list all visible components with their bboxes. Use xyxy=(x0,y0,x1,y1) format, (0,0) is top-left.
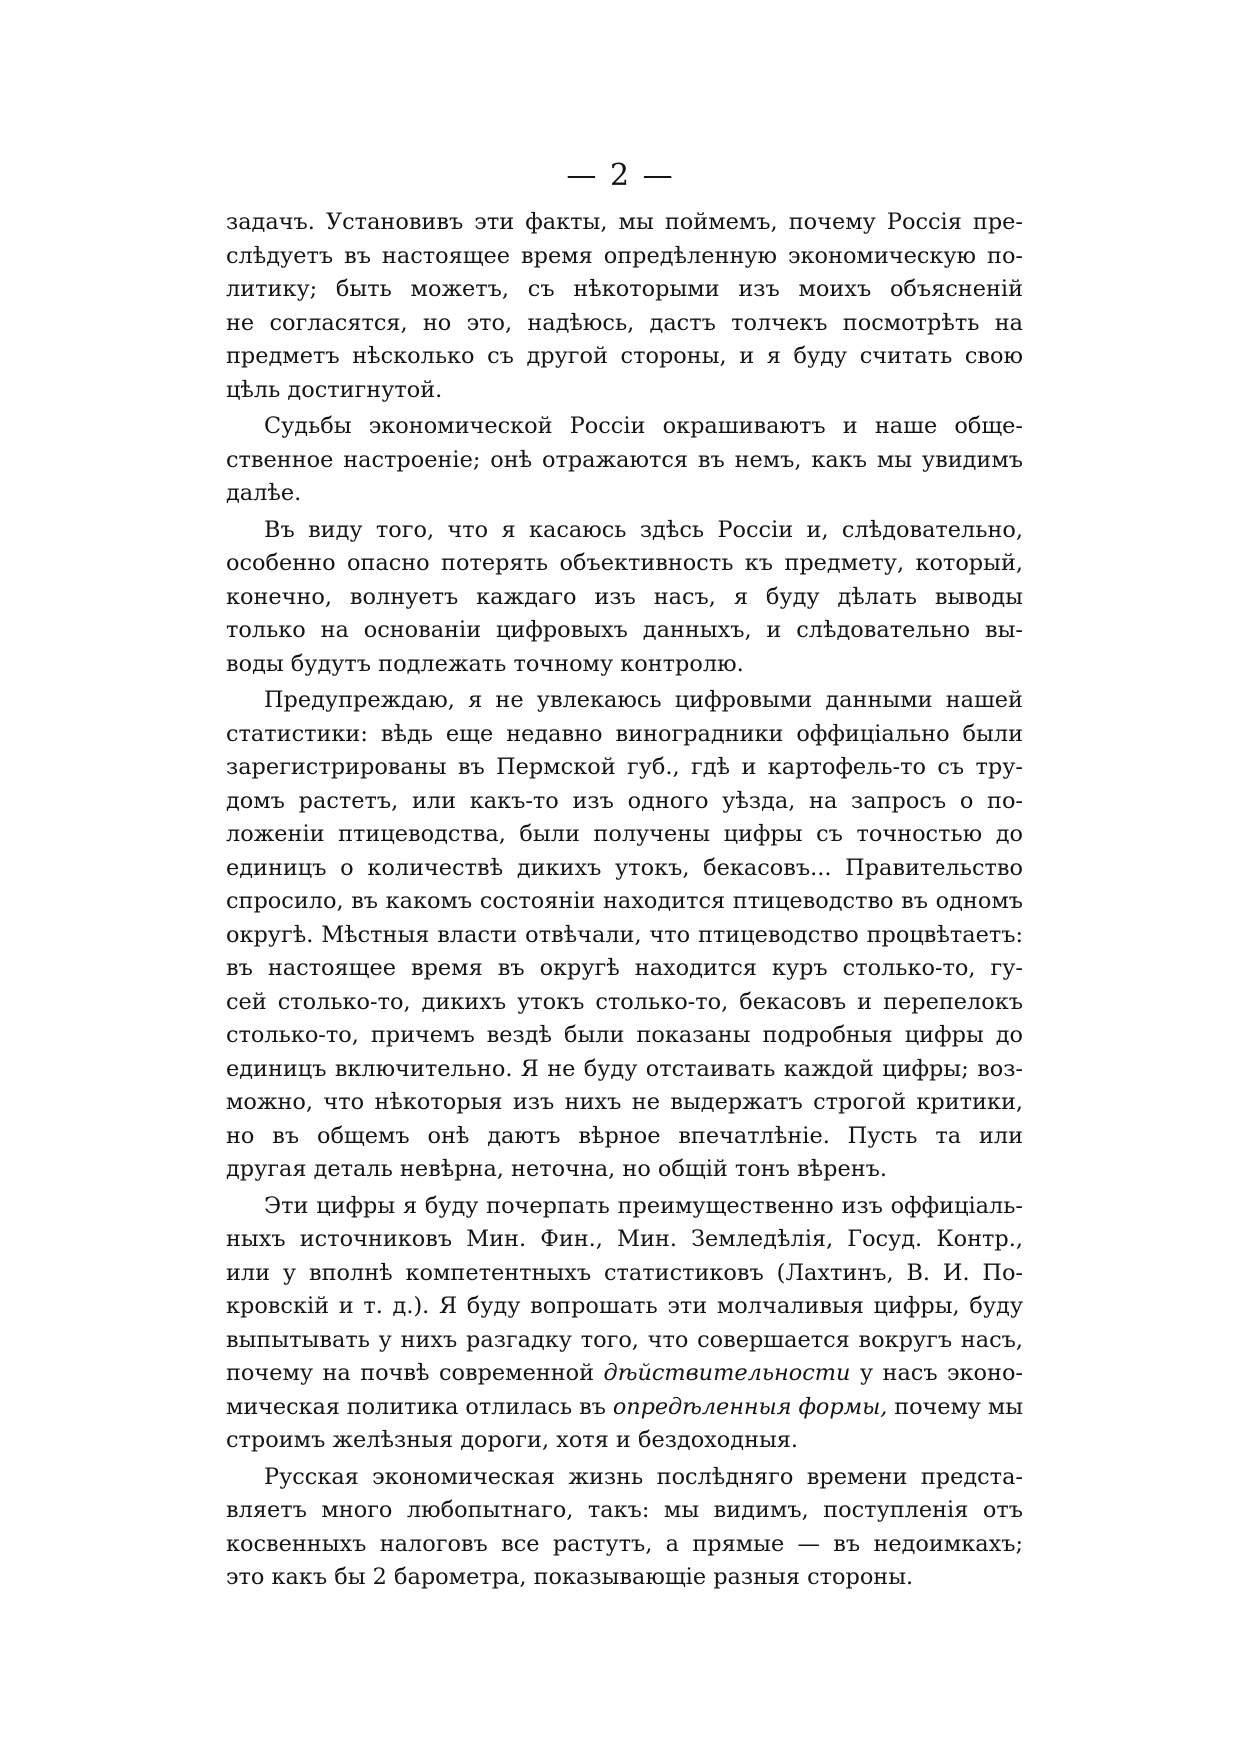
text-segment: у насъ эконо- xyxy=(850,1360,1023,1386)
text-line: но въ общемъ онѣ даютъ вѣрное впечатлѣніе. Пусть та или xyxy=(226,1122,1023,1149)
text-segment: почему на почвѣ современной xyxy=(226,1360,604,1386)
text-line: литику; быть можетъ, съ нѣкоторыми изъ моихъ объясненій xyxy=(226,276,1023,302)
text-line: столько-то, причемъ вездѣ были показаны подробныя цифры до xyxy=(226,1022,1023,1048)
text-line: воды будутъ подлежать точному контролю. xyxy=(226,650,744,677)
text-line: округѣ. Мѣстныя власти отвѣчали, что птицеводство процвѣтаетъ: xyxy=(226,921,1023,948)
text-line: вляетъ много любопытнаго, такъ: мы видимъ, поступленія отъ xyxy=(226,1497,1023,1523)
text-line: единицъ о количествѣ дикихъ утокъ, бекасовъ... Правительство xyxy=(226,854,1023,881)
text-line: сей столько-то, дикихъ утокъ столько-то, бекасовъ и перепелокъ xyxy=(226,988,1023,1015)
italic-emphasis: опредѣленныя формы, xyxy=(612,1393,888,1420)
text-line: Въ виду того, что я касаюсь здѣсь Россіи и, слѣдовательно, xyxy=(264,516,1023,543)
paragraph-6 xyxy=(226,1461,1023,1595)
text-line: строимъ желѣзныя дороги, хотя и бездоходныя. xyxy=(226,1427,799,1453)
text-line: конечно, волнуетъ каждаго изъ насъ, я буду дѣлать выводы xyxy=(226,583,1023,610)
text-line: Судьбы экономической Россіи окрашиваютъ и наше обще- xyxy=(264,413,1023,439)
text-line: зарегистрированы въ Пермской губ., гдѣ и картофель-то съ тру- xyxy=(226,754,1023,780)
text-line: кровскій и т. д.). Я буду вопрошать эти молчаливыя цифры, буду xyxy=(226,1293,1023,1319)
text-line: домъ растетъ, или какъ-то изъ одного уѣзда, на запросъ о по- xyxy=(226,787,1023,814)
text-line: ложеніи птицеводства, были получены цифры съ точностью до xyxy=(226,821,1023,847)
text-line xyxy=(226,1357,1023,1391)
text-line: статистики: вѣдь еще недавно виноградники оффиціально были xyxy=(226,720,1023,747)
body-text xyxy=(226,206,1023,1598)
text-line: можно, что нѣкоторыя изъ нихъ не выдержатъ строгой критики, xyxy=(226,1089,1023,1115)
text-segment: мическая политика отлилась въ xyxy=(226,1393,613,1420)
text-line xyxy=(226,1391,1023,1425)
text-line: цѣль достигнутой. xyxy=(226,376,443,403)
text-line: спросило, въ какомъ состояніи находится птицеводство въ одномъ xyxy=(226,888,1023,914)
text-line: особенно опасно потерять объективность къ предмету, который, xyxy=(226,550,1023,576)
paragraph-4 xyxy=(226,684,1023,1187)
text-line: ныхъ источниковъ Мин. Фин., Мин. Земледѣлія, Госуд. Контр., xyxy=(226,1226,1023,1252)
text-line: предметъ нѣсколько съ другой стороны, и я буду считать свою xyxy=(226,343,1023,369)
text-line: Русская экономическая жизнь послѣдняго времени предста- xyxy=(264,1463,1023,1490)
text-line: косвенныхъ налоговъ все растутъ, а прямые — въ недоимкахъ; xyxy=(226,1530,1023,1557)
text-line: задачъ. Установивъ эти факты, мы поймемъ, почему Россія пре- xyxy=(226,209,1023,235)
text-line: Эти цифры я буду почерпать преимущественно изъ оффиціаль- xyxy=(264,1192,1023,1219)
text-line: только на основаніи цифровыхъ данныхъ, и слѣдовательно вы- xyxy=(226,617,1023,643)
text-line: ственное настроеніе; онѣ отражаются въ немъ, какъ мы увидимъ xyxy=(226,446,1023,473)
italic-emphasis: дѣйствительности xyxy=(603,1360,851,1386)
text-segment: почему мы xyxy=(887,1393,1023,1420)
text-line: это какъ бы 2 барометра, показывающіе разныя стороны. xyxy=(226,1564,914,1590)
text-line: другая деталь невѣрна, неточна, но общій тонъ вѣренъ. xyxy=(226,1156,888,1182)
paragraph-5 xyxy=(226,1190,1023,1458)
text-line: не согласятся, но это, надѣюсь, дастъ толчекъ посмотрѣть на xyxy=(226,309,1023,336)
text-line: или у вполнѣ компетентныхъ статистиковъ (Лахтинъ, В. И. По- xyxy=(226,1259,1023,1286)
paragraph-1 xyxy=(226,206,1023,407)
text-line: единицъ включительно. Я не буду отстаивать каждой цифры; воз- xyxy=(226,1055,1023,1082)
paragraph-2 xyxy=(226,410,1023,511)
text-line: далѣе. xyxy=(226,480,302,506)
text-line: выпытывать у нихъ разгадку того, что совершается вокругъ насъ, xyxy=(226,1326,1023,1353)
text-line: Предупреждаю, я не увлекаюсь цифровыми данными нашей xyxy=(264,687,1023,713)
page-number: — 2 — xyxy=(566,158,675,193)
text-line: въ настоящее время въ округѣ находится куръ столько-то, гу- xyxy=(226,955,1023,981)
paragraph-3 xyxy=(226,514,1023,682)
text-line: слѣдуетъ въ настоящее время опредѣленную экономическую по- xyxy=(226,242,1023,269)
